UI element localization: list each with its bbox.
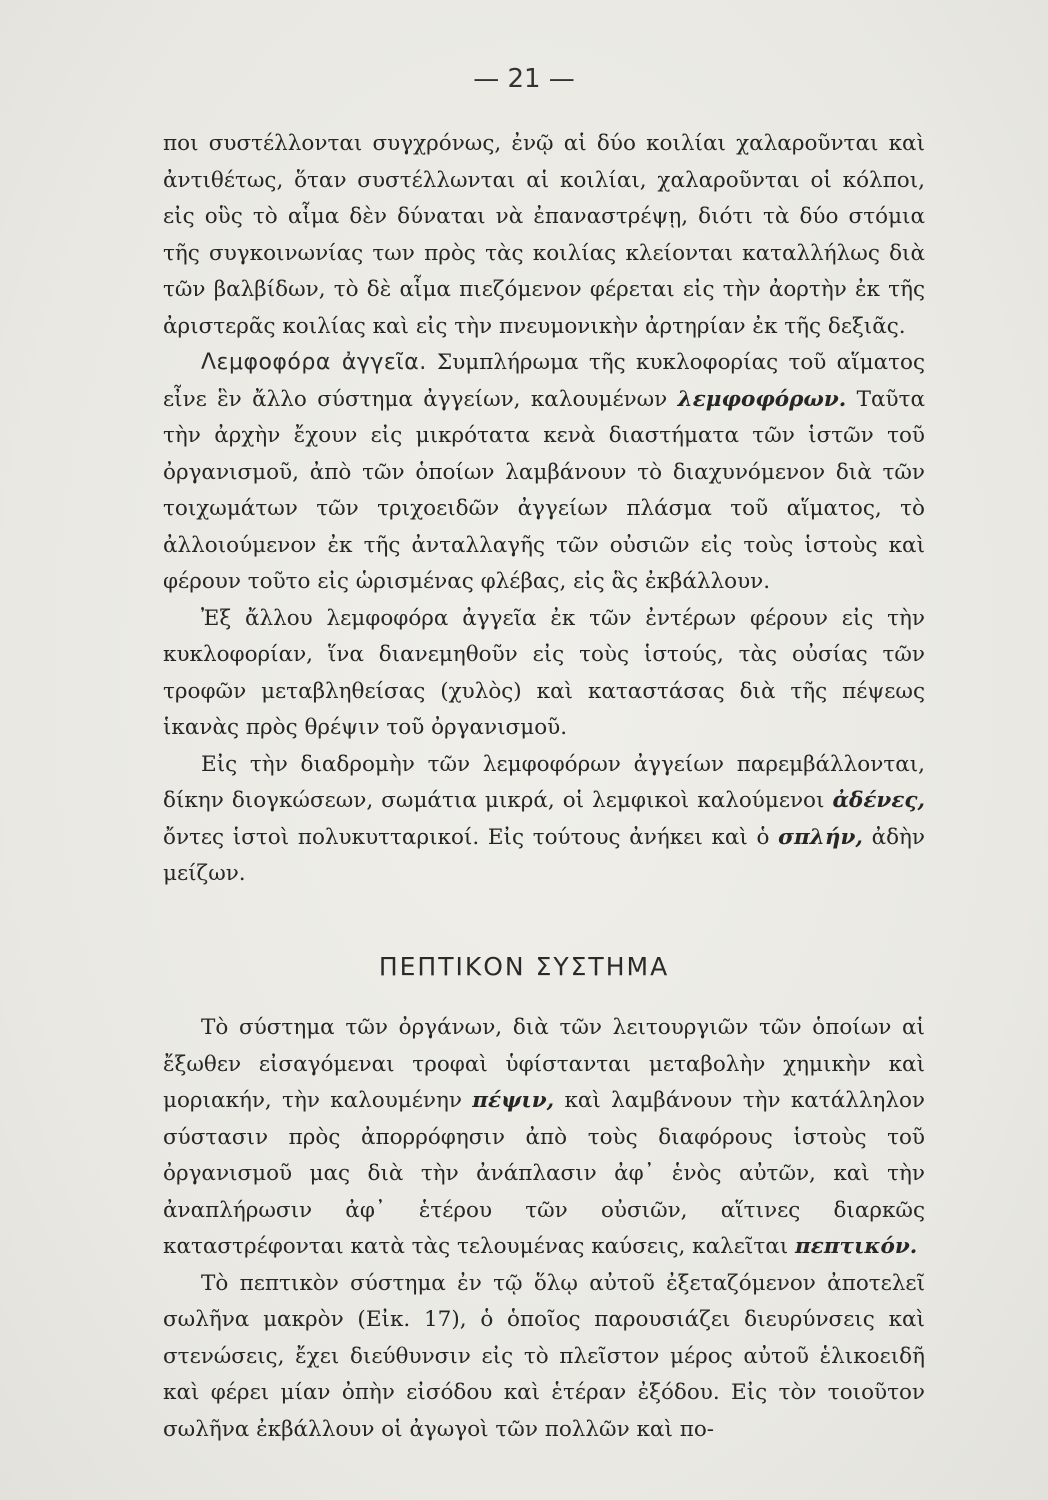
term-adenes: ἀδένες, [832,788,925,813]
text-run: Ταῦτα τὴν ἀρχὴν ἔχουν εἰς μικρότατα κενὰ διαστήματα τῶν ἱστῶν τοῦ ὀργανισμοῦ, ἀπὸ τῶν ὁποίων λαμβάνουν τὸ διαχυνόμενον διὰ τῶν τοιχωμάτων τῶν τριχοειδῶν ἀγγείων πλάσμα τοῦ αἵματος, τὸ ἀλλοιούμενον ἐκ τῆς ἀνταλλαγῆς τῶν οὐσιῶν εἰς τοὺς ἱστοὺς καὶ φέρουν τοῦτο εἰς ὡρισμένας φλέβας, εἰς ἃς ἐκβάλλουν. [163,386,925,594]
paragraph-intestinal-lymph: Ἐξ ἄλλου λεμφοφόρα ἀγγεῖα ἐκ τῶν ἐντέρων φέρουν εἰς τὴν κυκλοφορίαν, ἵνα διανεμηθοῦν εἰς τοὺς ἱστούς, τὰς οὐσίας τῶν τροφῶν μεταβληθείσας (χυλὸς) καὶ καταστάσας διὰ τῆς πέψεως ἱκανὰς πρὸς θρέψιν τοῦ ὀργανισμοῦ. [163,605,925,740]
paragraph-digestive-tube: Τὸ πεπτικὸν σύστημα ἐν τῷ ὅλῳ αὐτοῦ ἐξεταζόμενον ἀποτελεῖ σωλῆνα μακρὸν (Εἰκ. 17), ὁ ὁποῖος παρουσιάζει διευρύνσεις καὶ στενώσεις, ἔχει διεύθυνσιν εἰς τὸ πλεῖστον μέρος αὐτοῦ ἑλικοειδῆ καὶ φέρει μίαν ὀπὴν εἰσόδου καὶ ἑτέραν ἐξόδου. Εἰς τὸν τοιοῦτον σωλῆνα ἐκβάλλουν οἱ ἀγωγοὶ τῶν πολλῶν καὶ πο- [163,1270,925,1442]
text-section-circulation [163,126,925,893]
subheading-lymph-vessels: Λεμφοφόρα ἀγγεῖα. [201,350,427,375]
paragraph-lymph-nodes [163,747,925,893]
paragraph-lymph-vessels [163,345,925,601]
text-run: καὶ λαμβάνουν τὴν κατάλληλον σύστασιν πρὸς ἀπορρόφησιν ἀπὸ τοὺς διαφόρους ἱστοὺς τοῦ ὀργανισμοῦ μας διὰ τὴν ἀνάπλασιν ἀφ᾽ ἑνὸς αὐτῶν, καὶ τὴν ἀναπλήρωσιν ἀφ᾽ ἑτέρου τῶν οὐσιῶν, αἵτινες διαρκῶς καταστρέφονται κατὰ τὰς τελουμένας καύσεις, καλεῖται [163,1088,925,1259]
text-section-digestive [163,1010,925,1448]
paragraph-heart-valves: ποι συστέλλονται συγχρόνως, ἐνῷ αἱ δύο κοιλίαι χαλαροῦνται καὶ ἀντιθέτως, ὅταν συστέλλωνται αἱ κοιλίαι, χαλαροῦνται οἱ κόλποι, εἰς οὓς τὸ αἷμα δὲν δύναται νὰ ἐπαναστρέψῃ, διότι τὰ δύο στόμια τῆς συγκοινωνίας των πρὸς τὰς κοιλίας κλείονται καταλλήλως διὰ τῶν βαλβίδων, τὸ δὲ αἷμα πιεζόμενον φέρεται εἰς τὴν ἀορτὴν ἐκ τῆς ἀριστερᾶς κοιλίας καὶ εἰς τὴν πνευμονικὴν ἀρτηρίαν ἐκ τῆς δεξιᾶς. [163,131,925,339]
term-pepsis: πέψιν, [472,1088,555,1113]
term-peptikon: πεπτικόν. [795,1234,918,1259]
text-run: ὄντες ἱστοὶ πολυκυτταρικοί. Εἰς τούτους ἀνήκει καὶ ὁ [163,824,779,850]
text-run: Εἰς τὴν διαδρομὴν τῶν λεμφοφόρων ἀγγείων παρεμβάλλονται, δίκην διογκώσεων, σωμάτια μικρά, οἱ λεμφικοὶ καλούμενοι [163,751,925,813]
term-lymphophora: λεμφοφόρων. [677,386,847,412]
paragraph-digestion-definition [163,1010,925,1266]
term-splen: σπλήν, [778,824,863,850]
text-run: Συμπλήρωμα τῆς κυκλοφορίας τοῦ αἵματος εἶνε ἓν ἄλλο σύστημα ἀγγείων, καλουμένων [163,350,926,412]
text-run: Τὸ σύστημα τῶν ὀργάνων, διὰ τῶν λειτουργιῶν τῶν ὁποίων αἱ ἔξωθεν εἰσαγόμεναι τροφαὶ ὑφίστανται μεταβολὴν χημικὴν καὶ μοριακήν, τὴν καλουμένην [163,1015,925,1113]
text-run: ἀδὴν μείζων. [163,824,925,886]
page-number: — 21 — [473,64,575,94]
section-title: ΠΕΠΤΙΚΟΝ ΣΥΣΤΗΜΑ [378,952,670,981]
